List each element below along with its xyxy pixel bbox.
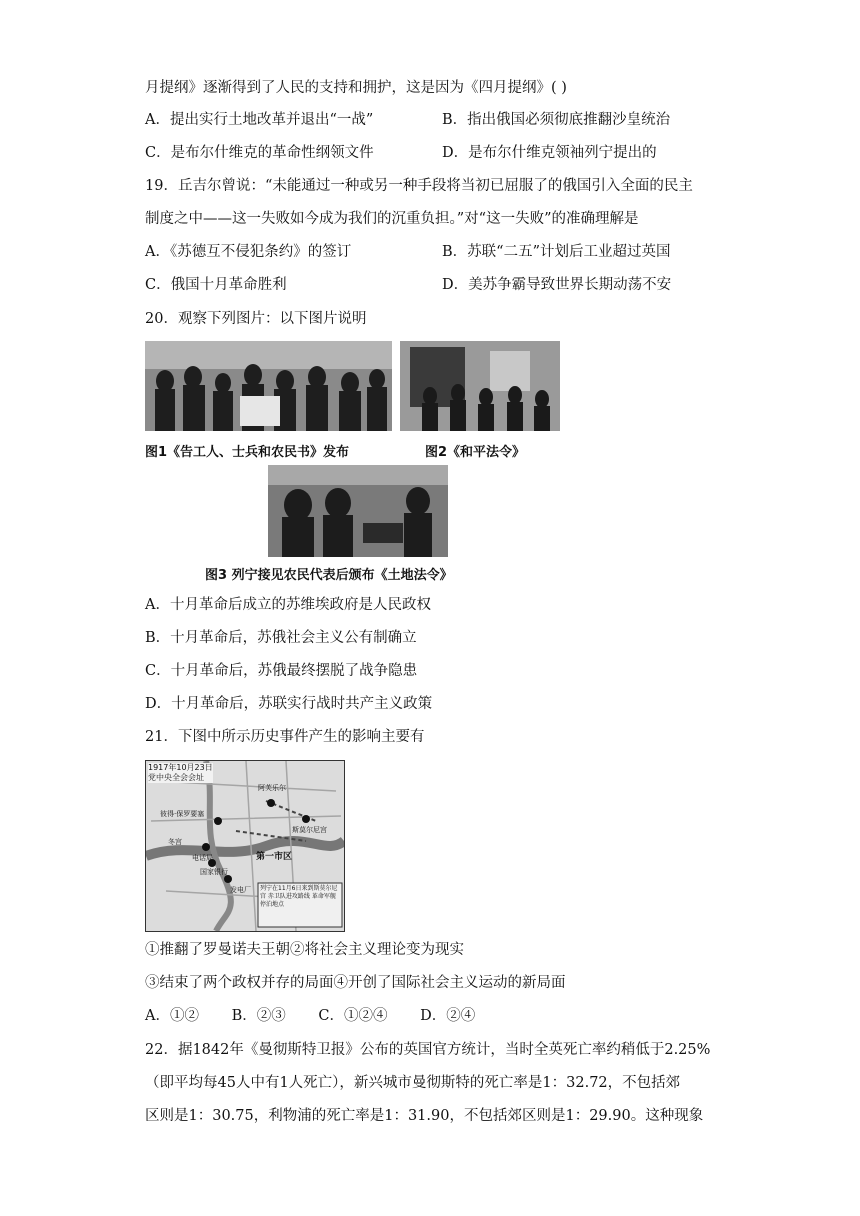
q20-option-a[interactable]: A．十月革命后成立的苏维埃政府是人民政权	[145, 597, 431, 613]
q18-option-c[interactable]: C．是布尔什维克的革命性纲领文件	[145, 145, 374, 161]
q19-option-b[interactable]: B．苏联“二五”计划后工业超过英国	[442, 244, 671, 260]
map-label-station: 发电厂	[230, 886, 251, 894]
photo-3-land-decree	[268, 465, 448, 557]
map-label-phone: 电话局	[192, 854, 213, 862]
q22-stem-line1: 22．据1842年《曼彻斯特卫报》公布的英国官方统计，当时全英死亡率约稍低于2.25%	[145, 1042, 711, 1058]
q20-stem: 20．观察下列图片：以下图片说明	[145, 311, 367, 327]
q18-option-b[interactable]: B．指出俄国必须彻底推翻沙皇统治	[442, 112, 671, 128]
q21-option-b[interactable]: B．②③	[231, 1008, 286, 1024]
q22-stem-line2: （即平均每45人中有1人死亡），新兴城市曼彻斯特的死亡率是1：32.72，不包括郊	[145, 1075, 681, 1091]
q21-statement-line1: ①推翻了罗曼诺夫王朝②将社会主义理论变为现实	[145, 942, 464, 958]
map-label-bank: 国家银行	[200, 868, 228, 876]
photo-3-caption: 图3 列宁接见农民代表后颁布《土地法令》	[205, 568, 453, 583]
q21-stem: 21．下图中所示历史事件产生的影响主要有	[145, 729, 425, 745]
q19-option-d[interactable]: D．美苏争霸导致世界长期动荡不安	[442, 277, 672, 293]
q21-statement-line2: ③结束了两个政权并存的局面④开创了国际社会主义运动的新局面	[145, 975, 566, 991]
map-label-smolny: 斯莫尔尼宫	[292, 826, 327, 834]
map-label-aurora: 阿芙乐尔	[258, 784, 286, 792]
q19-stem-line2: 制度之中——这一失败如今成为我们的沉重负担。”对“这一失败”的准确理解是	[145, 211, 639, 227]
photo-1-proclamation	[145, 341, 392, 431]
q19-stem-line1: 19．丘吉尔曾说：“未能通过一种或另一种手段将当初已屈服了的俄国引入全面的民主	[145, 178, 693, 194]
q21-option-d[interactable]: D．②④	[420, 1008, 476, 1024]
map-legend: 列宁在11月6日来到斯莫尔尼宫 赤卫队进攻路线 革命军舰停泊地点	[260, 885, 338, 908]
q18-option-a[interactable]: A．提出实行土地改革并退出“一战”	[145, 112, 374, 128]
q18-option-d[interactable]: D．是布尔什维克领袖列宁提出的	[442, 145, 657, 161]
map-label-palace: 冬宫	[168, 838, 182, 846]
q20-option-d[interactable]: D．十月革命后，苏联实行战时共产主义政策	[145, 696, 433, 712]
map-label-district: 第一市区	[256, 852, 293, 862]
q21-options	[145, 1006, 503, 1026]
photo-2-peace-decree	[400, 341, 560, 431]
q19-option-c[interactable]: C．俄国十月革命胜利	[145, 277, 287, 293]
q18-stem: 月提纲》逐渐得到了人民的支持和拥护，这是因为《四月提纲》( )	[145, 80, 567, 96]
q22-stem-line3: 区则是1：30.75，利物浦的死亡率是1：31.90，不包括郊区则是1：29.90。这种现象	[145, 1108, 704, 1124]
map-title-site: 党中央全会会址	[148, 773, 204, 782]
q21-option-c[interactable]: C．①②④	[318, 1008, 388, 1024]
photo-1-caption: 图1《告工人、士兵和农民书》发布	[145, 445, 350, 460]
q19-option-a[interactable]: A．《苏德互不侵犯条约》的签订	[145, 244, 352, 260]
q21-option-a[interactable]: A．①②	[145, 1008, 199, 1024]
photo-2-caption: 图2《和平法令》	[425, 445, 526, 460]
map-label-fortress: 彼得·保罗要塞	[160, 810, 205, 818]
petrograd-map	[145, 760, 345, 932]
map-title-date: 1917年10月23日	[148, 763, 213, 772]
q20-option-c[interactable]: C．十月革命后，苏俄最终摆脱了战争隐患	[145, 663, 418, 679]
q20-option-b[interactable]: B．十月革命后，苏俄社会主义公有制确立	[145, 630, 417, 646]
